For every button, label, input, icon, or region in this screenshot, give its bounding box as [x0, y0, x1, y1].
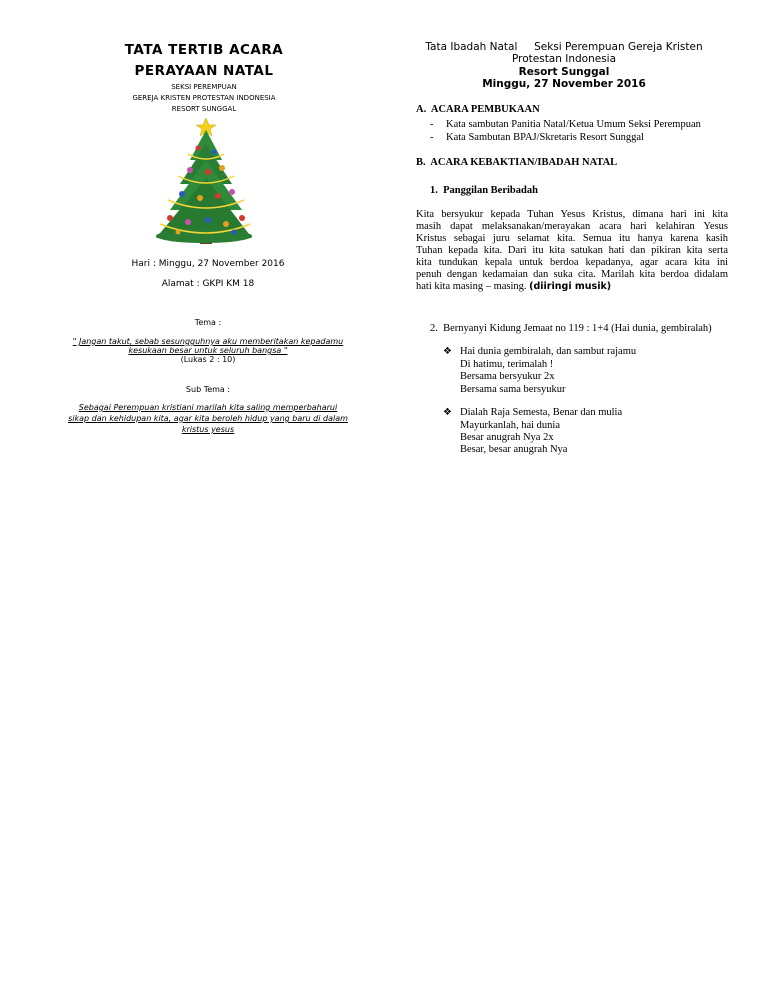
dash-marker: -: [430, 132, 434, 143]
hari-line: Hari : Minggu, 27 November 2016: [131, 259, 285, 269]
paragraph-line: kita tundukan kepala untuk berdoa kepadanya, agar acara kita ini: [416, 257, 728, 268]
verse-line: Mayurkanlah, hai dunia: [460, 420, 561, 431]
christmas-tree-image: [148, 114, 254, 248]
dash-marker: -: [430, 119, 434, 130]
paragraph-line: masih dapat melaksanakan/merayakan acara hari kelahiran Yesus: [416, 221, 728, 232]
verse-line: Dialah Raja Semesta, Benar dan mulia: [460, 407, 623, 418]
section-b-heading: B. ACARA KEBAKTIAN/IBADAH NATAL: [416, 157, 618, 168]
tema-line2: kesukaan besar untuk seluruh bangsa ": [128, 346, 288, 355]
item-1-heading: 1. Panggilan Beribadah: [430, 185, 538, 196]
tema-line1: " Jangan takut, sebab sesungguhnya aku memberitakan kepadamu: [72, 337, 344, 346]
music-note: (diiringi musik): [529, 281, 612, 292]
subtema-line2: sikap dan kehidupan kita, agar kita beroleh hidup yang baru di dalam: [68, 414, 348, 423]
subtema-label: Sub Tema :: [185, 385, 231, 394]
paragraph-line: penuh dengan kedamaian dan suka cita. Marilah kita berdoa didalam: [416, 269, 728, 280]
doc-title-line1: TATA TERTIB ACARA: [124, 42, 284, 58]
diamond-bullet-icon: ❖: [443, 407, 452, 418]
section-a-heading: A. ACARA PEMBUKAAN: [416, 104, 540, 115]
list-item-text: Kata sambutan Panitia Natal/Ketua Umum Seksi Perempuan: [446, 119, 701, 130]
tema-ref: (Lukas 2 : 10): [180, 355, 236, 364]
header-line4: Minggu, 27 November 2016: [482, 78, 646, 90]
doc-title-line2: PERAYAAN NATAL: [134, 63, 274, 79]
alamat-line: Alamat : GKPI KM 18: [161, 279, 255, 289]
header-line1: Tata Ibadah Natal Seksi Perempuan Gereja Kristen: [425, 41, 703, 53]
list-item-text: Kata Sambutan BPAJ/Skretaris Resort Sunggal: [446, 132, 644, 143]
org-line3: RESORT SUNGGAL: [171, 105, 237, 113]
tema-label: Tema :: [194, 318, 222, 327]
paragraph-last-line: [416, 281, 728, 293]
org-line2: GEREJA KRISTEN PROTESTAN INDONESIA: [132, 94, 276, 102]
paragraph: [416, 209, 728, 293]
diamond-bullet-icon: ❖: [443, 346, 452, 357]
verse-line: Bersama bersyukur 2x: [460, 371, 555, 382]
verse-line: Di hatimu, terimalah !: [460, 359, 554, 370]
verse-line: Besar anugrah Nya 2x: [460, 432, 554, 443]
subtema-line3: kristus yesus: [181, 425, 235, 434]
header-line2: Protestan Indonesia: [511, 53, 617, 65]
subtema-line1: Sebagai Perempuan kristiani marilah kita saling memperbaharui: [78, 403, 338, 412]
verse-line: Bersama sama bersyukur: [460, 384, 566, 395]
paragraph-line: hati kita masing – masing.: [416, 281, 527, 292]
paragraph-line: Kristus sebagai juru selamat kita. Semua itu hanya karena kasih: [416, 233, 728, 244]
paragraph-line: Kita bersyukur kepada Tuhan Yesus Kristus, dimana hari ini kita: [416, 209, 728, 220]
paragraph-line: Tuhan kepada kita. Dari itu kita satukan hati dan pikiran kita serta: [416, 245, 728, 256]
list-item: [430, 119, 730, 132]
verse-line: Hai dunia gembiralah, dan sambut rajamu: [460, 346, 637, 357]
list-item: [430, 132, 730, 145]
item-2-heading: 2. Bernyanyi Kidung Jemaat no 119 : 1+4 (Hai dunia, gembiralah): [430, 323, 712, 334]
verse-line: Besar, besar anugrah Nya: [460, 444, 568, 455]
header-line3: Resort Sunggal: [518, 66, 610, 78]
org-line1: SEKSI PEREMPUAN: [171, 83, 237, 91]
